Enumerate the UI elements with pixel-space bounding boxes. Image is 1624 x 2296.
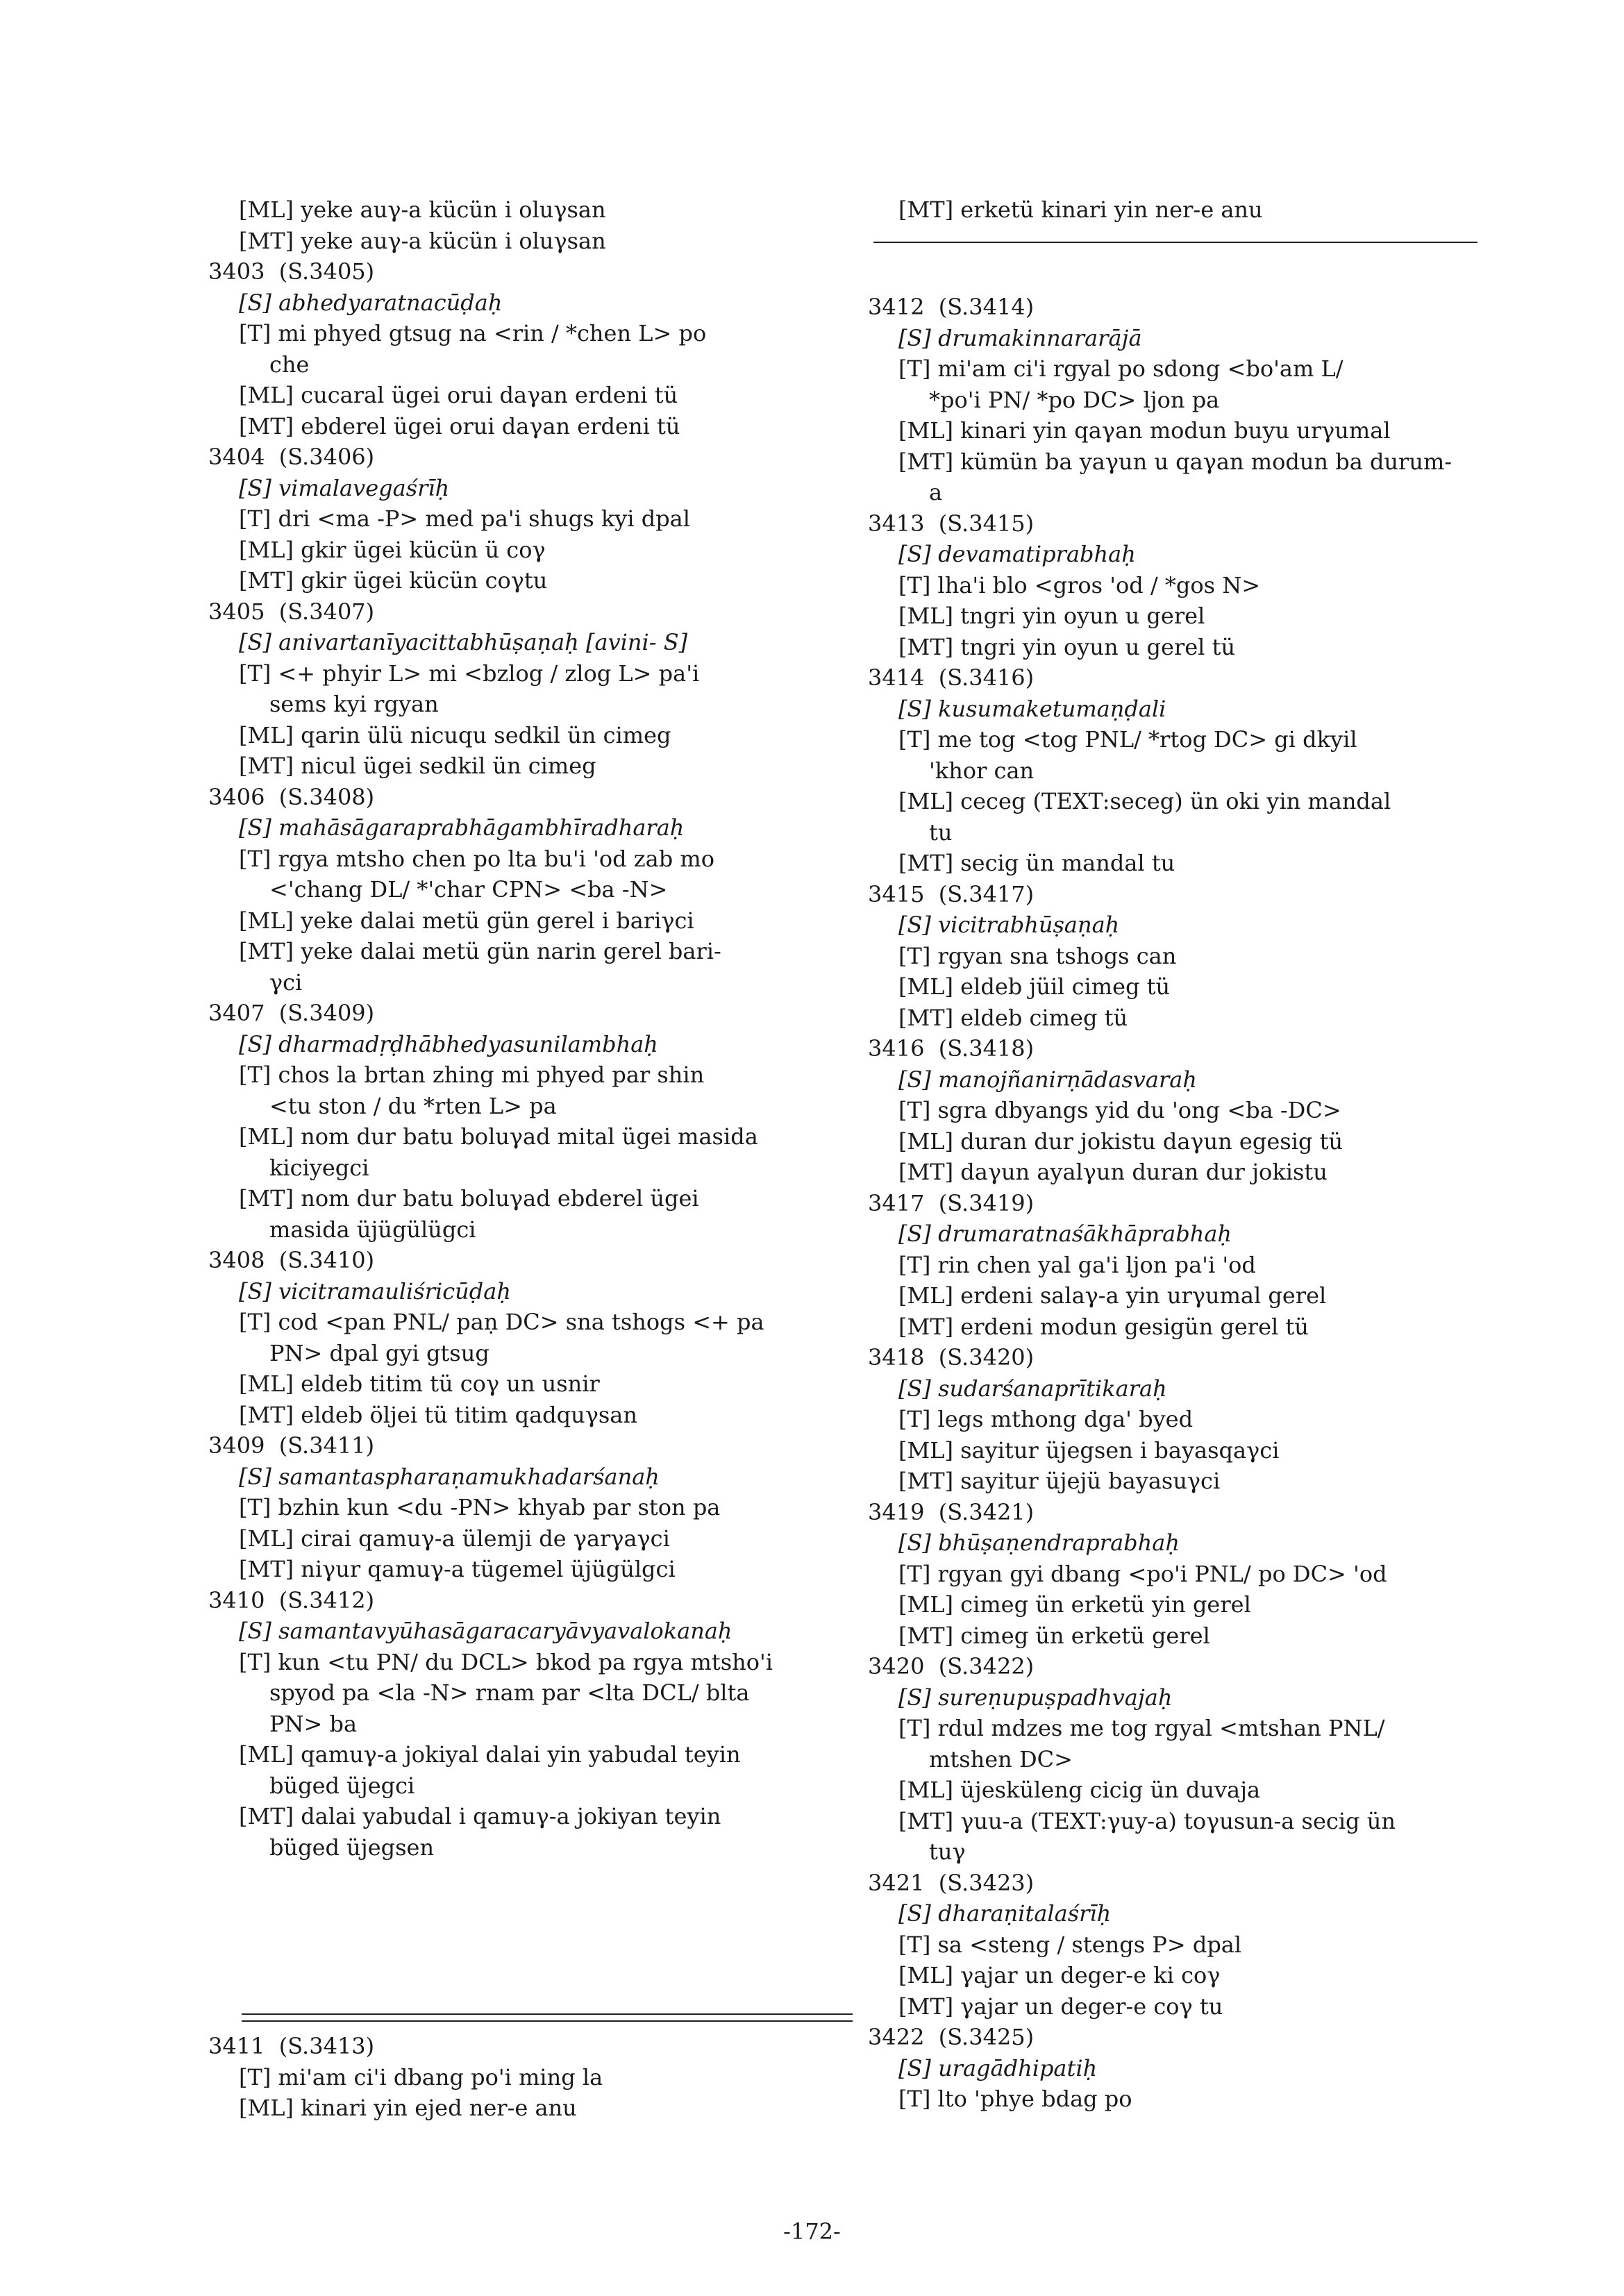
entry-line: [ML] eldeb jüil cimeg tü	[898, 973, 1171, 1000]
entry-line: 3421 (S.3423)	[868, 1869, 1035, 1896]
entry-line: [MT] yeke dalai metü gün narin gerel bari-	[239, 938, 721, 964]
entry-line: [MT] tngri yin oyun u gerel tü	[898, 633, 1236, 660]
entry-line: [T] bzhin kun <du -PN> khyab par ston pa	[239, 1494, 721, 1520]
entry-line: [MT] erketü kinari yin ner-e anu	[898, 196, 1263, 223]
entry-line: [MT] eldeb cimeg tü	[898, 1004, 1128, 1031]
entry-line: [MT] yeke auγ-a kücün i oluγsan	[239, 227, 606, 254]
entry-line: 3420 (S.3422)	[868, 1653, 1035, 1679]
entry-line: [T] cod <pan PNL/ paṇ DC> sna tshogs <+ pa	[239, 1309, 764, 1335]
entry-line: [S] dharmadṛḍhābhedyasunilambhaḥ	[239, 1030, 658, 1057]
entry-line: [S] drumakinnararājā	[898, 324, 1142, 351]
entry-line: 3412 (S.3414)	[868, 294, 1035, 320]
entry-line: [S] uragādhipatiḥ	[898, 2054, 1098, 2081]
entry-line: [S] kusumaketumaṇḍali	[898, 695, 1166, 722]
entry-line: [S] abhedyaratnacūḍaḥ	[239, 289, 503, 316]
entry-line: 3416 (S.3418)	[868, 1035, 1035, 1062]
entry-line: [ML] eldeb titim tü coγ un usnir	[239, 1371, 600, 1397]
entry-line: 3407 (S.3409)	[208, 1000, 375, 1026]
entry-line: 3418 (S.3420)	[868, 1344, 1035, 1371]
entry-line: [T] legs mthong dga' byed	[898, 1406, 1194, 1432]
entry-line: [ML] γajar un deger-e ki coγ	[898, 1962, 1221, 1988]
entry-line: [S] anivartanīyacittabhūṣaṇaḥ [avini- S]	[239, 629, 688, 655]
entry-line: [S] manojñanirṇādasvaraḥ	[898, 1066, 1197, 1093]
entry-line: [S] dharaṇitalaśrīḥ	[898, 1900, 1112, 1927]
entry-line: 3405 (S.3407)	[208, 598, 375, 625]
entry-line: 3409 (S.3411)	[208, 1432, 375, 1459]
entry-line: 3404 (S.3406)	[208, 444, 375, 470]
entry-line: spyod pa <la -N> rnam par <lta DCL/ blta	[269, 1679, 750, 1706]
entry-line: [MT] niγur qamuγ-a tügemel üjügülgci	[239, 1556, 676, 1582]
entry-line: [T] sa <steng / stengs P> dpal	[898, 1931, 1242, 1958]
entry-line: [ML] ceceg (TEXT:seceg) ün oki yin mandal	[898, 788, 1391, 814]
entry-line: [T] mi'am ci'i rgyal po sdong <bo'am L/	[898, 355, 1343, 382]
entry-line: [ML] yeke auγ-a kücün i oluγsan	[239, 196, 606, 223]
entry-line: 3413 (S.3415)	[868, 510, 1035, 537]
entry-line: [MT] sayitur üjejü bayasuγci	[898, 1468, 1221, 1494]
entry-line: [S] drumaratnaśākhāprabhaḥ	[898, 1221, 1232, 1247]
entry-line: [T] rgyan sna tshogs can	[898, 942, 1177, 969]
entry-line: [S] samantaspharaṇamukhadarśanaḥ	[239, 1463, 660, 1490]
entry-line: [S] sureṇupuṣpadhvajaḥ	[898, 1684, 1173, 1711]
entry-line: [S] vicitrabhūṣaṇaḥ	[898, 912, 1120, 938]
entry-line: [S] sudarśanaprītikaraḥ	[898, 1375, 1167, 1402]
right-column	[868, 292, 1479, 2115]
entry-line: [MT] kümün ba yaγun u qaγan modun ba durum-	[898, 448, 1453, 475]
entry-line: 'khor can	[929, 757, 1035, 784]
entry-line: 3406 (S.3408)	[208, 783, 375, 810]
page-number: -172-	[783, 2218, 841, 2245]
entry-line: [S] vimalavegaśrīḥ	[239, 474, 450, 501]
entry-line: [T] dri <ma -P> med pa'i shugs kyi dpal	[239, 505, 690, 532]
entry-line: [T] lto 'phye bdag po	[898, 2086, 1132, 2112]
entry-line: [ML] sayitur üjegsen i bayasqaγci	[898, 1436, 1280, 1464]
right-column-continuation	[868, 194, 1479, 226]
entry-line: [MT] dalai yabudal i qamuγ-a jokiyan teyin	[239, 1803, 721, 1829]
left-column-divider-top	[242, 2013, 853, 2015]
entry-line: [T] mi phyed gtsug na <rin / *chen L> po	[239, 320, 707, 346]
entry-line: [ML] yeke dalai metü gün gerel i bariγci	[239, 907, 694, 934]
entry-line: [MT] erdeni modun gesigün gerel tü	[898, 1313, 1309, 1340]
entry-line: [ML] kinari yin qaγan modun buyu urγumal	[898, 417, 1391, 444]
entry-line: tu	[929, 819, 953, 846]
entry-line: kiciyegci	[269, 1154, 369, 1181]
entry-line: <tu ston / du *rten L> pa	[269, 1092, 557, 1119]
entry-line: [S] bhūṣaṇendraprabhaḥ	[898, 1530, 1180, 1556]
entry-line: [ML] nom dur batu boluγad mital ügei masida	[239, 1123, 758, 1150]
entry-line: [T] lha'i blo <gros 'od / *gos N>	[898, 571, 1261, 598]
entry-line: [S] samantavyūhasāgaracaryāvyavalokanaḥ	[239, 1618, 733, 1644]
entry-line: [MT] γajar un deger-e coγ tu	[898, 1993, 1223, 2020]
entry-line: sems kyi rgyan	[269, 691, 439, 717]
left-column	[208, 194, 864, 1863]
entry-line: 3415 (S.3417)	[868, 880, 1035, 907]
entry-line: [ML] qamuγ-a jokiyal dalai yin yabudal teyin	[239, 1741, 741, 1768]
left-column-divider-bottom	[242, 2020, 853, 2022]
entry-line: masida üjügülügci	[269, 1216, 476, 1243]
entry-line: 3419 (S.3421)	[868, 1498, 1035, 1525]
entry-line: PN> dpal gyi gtsug	[269, 1339, 489, 1366]
entry-line: [MT] gkir ügei kücün coγtu	[239, 567, 548, 594]
entry-line: [T] <+ phyir L> mi <bzlog / zlog L> pa'i	[239, 660, 700, 687]
entry-line: [ML] gkir ügei kücün ü coγ	[239, 536, 546, 563]
entry-line: [ML] kinari yin ejed ner-e anu	[239, 2095, 577, 2121]
entry-line: [T] mi'am ci'i dbang po'i ming la	[239, 2063, 603, 2090]
entry-line: mtshen DC>	[929, 1745, 1073, 1773]
entry-line: γci	[269, 969, 303, 996]
entry-line: [ML] cucaral ügei orui daγan erdeni tü	[239, 382, 678, 408]
entry-line: büged üjegci	[269, 1772, 415, 1799]
entry-line: [T] kun <tu PN/ du DCL> bkod pa rgya mtsho'i	[239, 1648, 773, 1675]
entry-line: [MT] γuu-a (TEXT:γuy-a) toγusun-a secig ün	[898, 1807, 1396, 1834]
entry-line: 3411 (S.3413)	[208, 2033, 375, 2059]
entry-line: [ML] tngri yin oyun u gerel	[898, 603, 1205, 629]
entry-line: 3417 (S.3419)	[868, 1189, 1035, 1216]
entry-line: 3408 (S.3410)	[208, 1247, 375, 1273]
entry-line: [T] me tog <tog PNL/ *rtog DC> gi dkyil	[898, 726, 1357, 753]
entry-line: [MT] cimeg ün erketü gerel	[898, 1622, 1210, 1649]
entry-line: [T] rdul mdzes me tog rgyal <mtshan PNL/	[898, 1715, 1385, 1741]
entry-line: [S] devamatiprabhaḥ	[898, 541, 1136, 567]
entry-line: [ML] erdeni salaγ-a yin urγumal gerel	[898, 1282, 1327, 1309]
entry-line: [MT] secig ün mandal tu	[898, 850, 1175, 876]
entry-line: 3403 (S.3405)	[208, 258, 375, 285]
entry-line: [T] chos la brtan zhing mi phyed par shin	[239, 1062, 705, 1088]
entry-line: [MT] daγun ayalγun duran dur jokistu	[898, 1159, 1328, 1185]
entry-line: che	[269, 351, 310, 378]
entry-line: [ML] cirai qamuγ-a ülemji de γarγaγci	[239, 1525, 670, 1552]
entry-line: [S] mahāsāgaraprabhāgambhīradharaḥ	[239, 814, 685, 841]
entry-line: PN> ba	[269, 1710, 358, 1737]
entry-line: [MT] nom dur batu boluγad ebderel ügei	[239, 1185, 699, 1212]
entry-line: [T] rin chen yal ga'i ljon pa'i 'od	[898, 1251, 1256, 1278]
entry-line: 3414 (S.3416)	[868, 664, 1035, 691]
entry-line: büged üjegsen	[269, 1834, 435, 1861]
entry-line: [ML] cimeg ün erketü yin gerel	[898, 1591, 1251, 1618]
entry-line: [T] rgyan gyi dbang <po'i PNL/ po DC> 'od	[898, 1560, 1387, 1587]
entry-line: [ML] duran dur jokistu daγun egesig tü	[898, 1128, 1343, 1155]
entry-line: *po'i PN/ *po DC> ljon pa	[929, 386, 1220, 413]
entry-line: [T] sgra dbyangs yid du 'ong <ba -DC>	[898, 1097, 1341, 1123]
entry-line: a	[929, 479, 943, 505]
entry-line: [MT] ebderel ügei orui daγan erdeni tü	[239, 412, 680, 439]
entry-line: 3422 (S.3425)	[868, 2024, 1035, 2050]
entry-line: <'chang DL/ *'char CPN> <ba -N>	[269, 876, 668, 903]
entry-line: [S] vicitramauliśricūḍaḥ	[239, 1277, 511, 1305]
entry-line: tuγ	[929, 1838, 966, 1865]
left-column-footnote	[208, 2031, 864, 2124]
right-column-divider	[873, 242, 1477, 243]
entry-line: [MT] eldeb öljei tü titim qadquγsan	[239, 1401, 637, 1428]
entry-line: [ML] üjesküleng cicig ün duvaja	[898, 1777, 1261, 1803]
entry-line: [MT] nicul ügei sedkil ün cimeg	[239, 753, 596, 779]
entry-line: [T] rgya mtsho chen po lta bu'i 'od zab mo	[239, 845, 714, 872]
entry-line: 3410 (S.3412)	[208, 1586, 375, 1614]
entry-line: [ML] qarin ülü nicuqu sedkil ün cimeg	[239, 721, 671, 748]
